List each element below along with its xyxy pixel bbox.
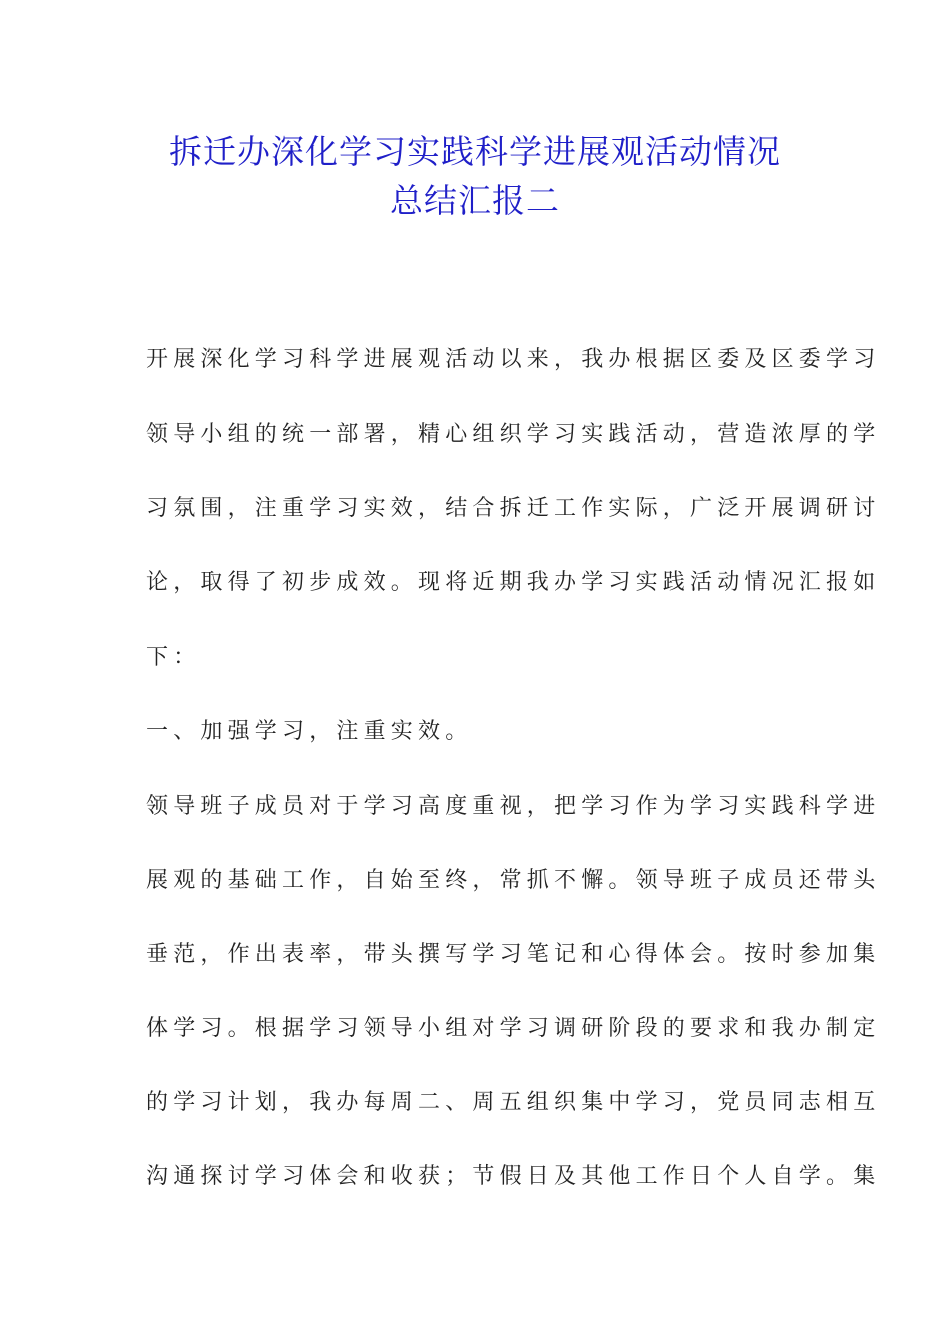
paragraph-line-12: 沟通探讨学习体会和收获；节假日及其他工作日个人自学。集 <box>146 1164 881 1189</box>
paragraph-line-11: 的学习计划，我办每周二、周五组织集中学习，党员同志相互 <box>146 1090 881 1115</box>
paragraph-line-2: 领导小组的统一部署，精心组织学习实践活动，营造浓厚的学 <box>146 422 881 447</box>
paragraph-line-4: 论，取得了初步成效。现将近期我办学习实践活动情况汇报如 <box>146 570 881 595</box>
paragraph-line-8: 展观的基础工作，自始至终，常抓不懈。领导班子成员还带头 <box>146 868 881 893</box>
paragraph-line-7: 领导班子成员对于学习高度重视，把学习作为学习实践科学进 <box>146 794 881 819</box>
document-title-line-1: 拆迁办深化学习实践科学进展观活动情况 <box>169 132 781 171</box>
paragraph-line-9: 垂范，作出表率，带头撰写学习笔记和心得体会。按时参加集 <box>146 942 881 967</box>
paragraph-line-5: 下： <box>146 645 201 670</box>
paragraph-line-3: 习氛围，注重学习实效，结合拆迁工作实际，广泛开展调研讨 <box>146 496 881 521</box>
section-heading-1: 一、加强学习，注重实效。 <box>146 719 473 744</box>
document-title-line-2: 总结汇报二 <box>390 181 560 220</box>
paragraph-line-10: 体学习。根据学习领导小组对学习调研阶段的要求和我办制定 <box>146 1016 881 1041</box>
paragraph-line-1: 开展深化学习科学进展观活动以来，我办根据区委及区委学习 <box>146 347 881 372</box>
